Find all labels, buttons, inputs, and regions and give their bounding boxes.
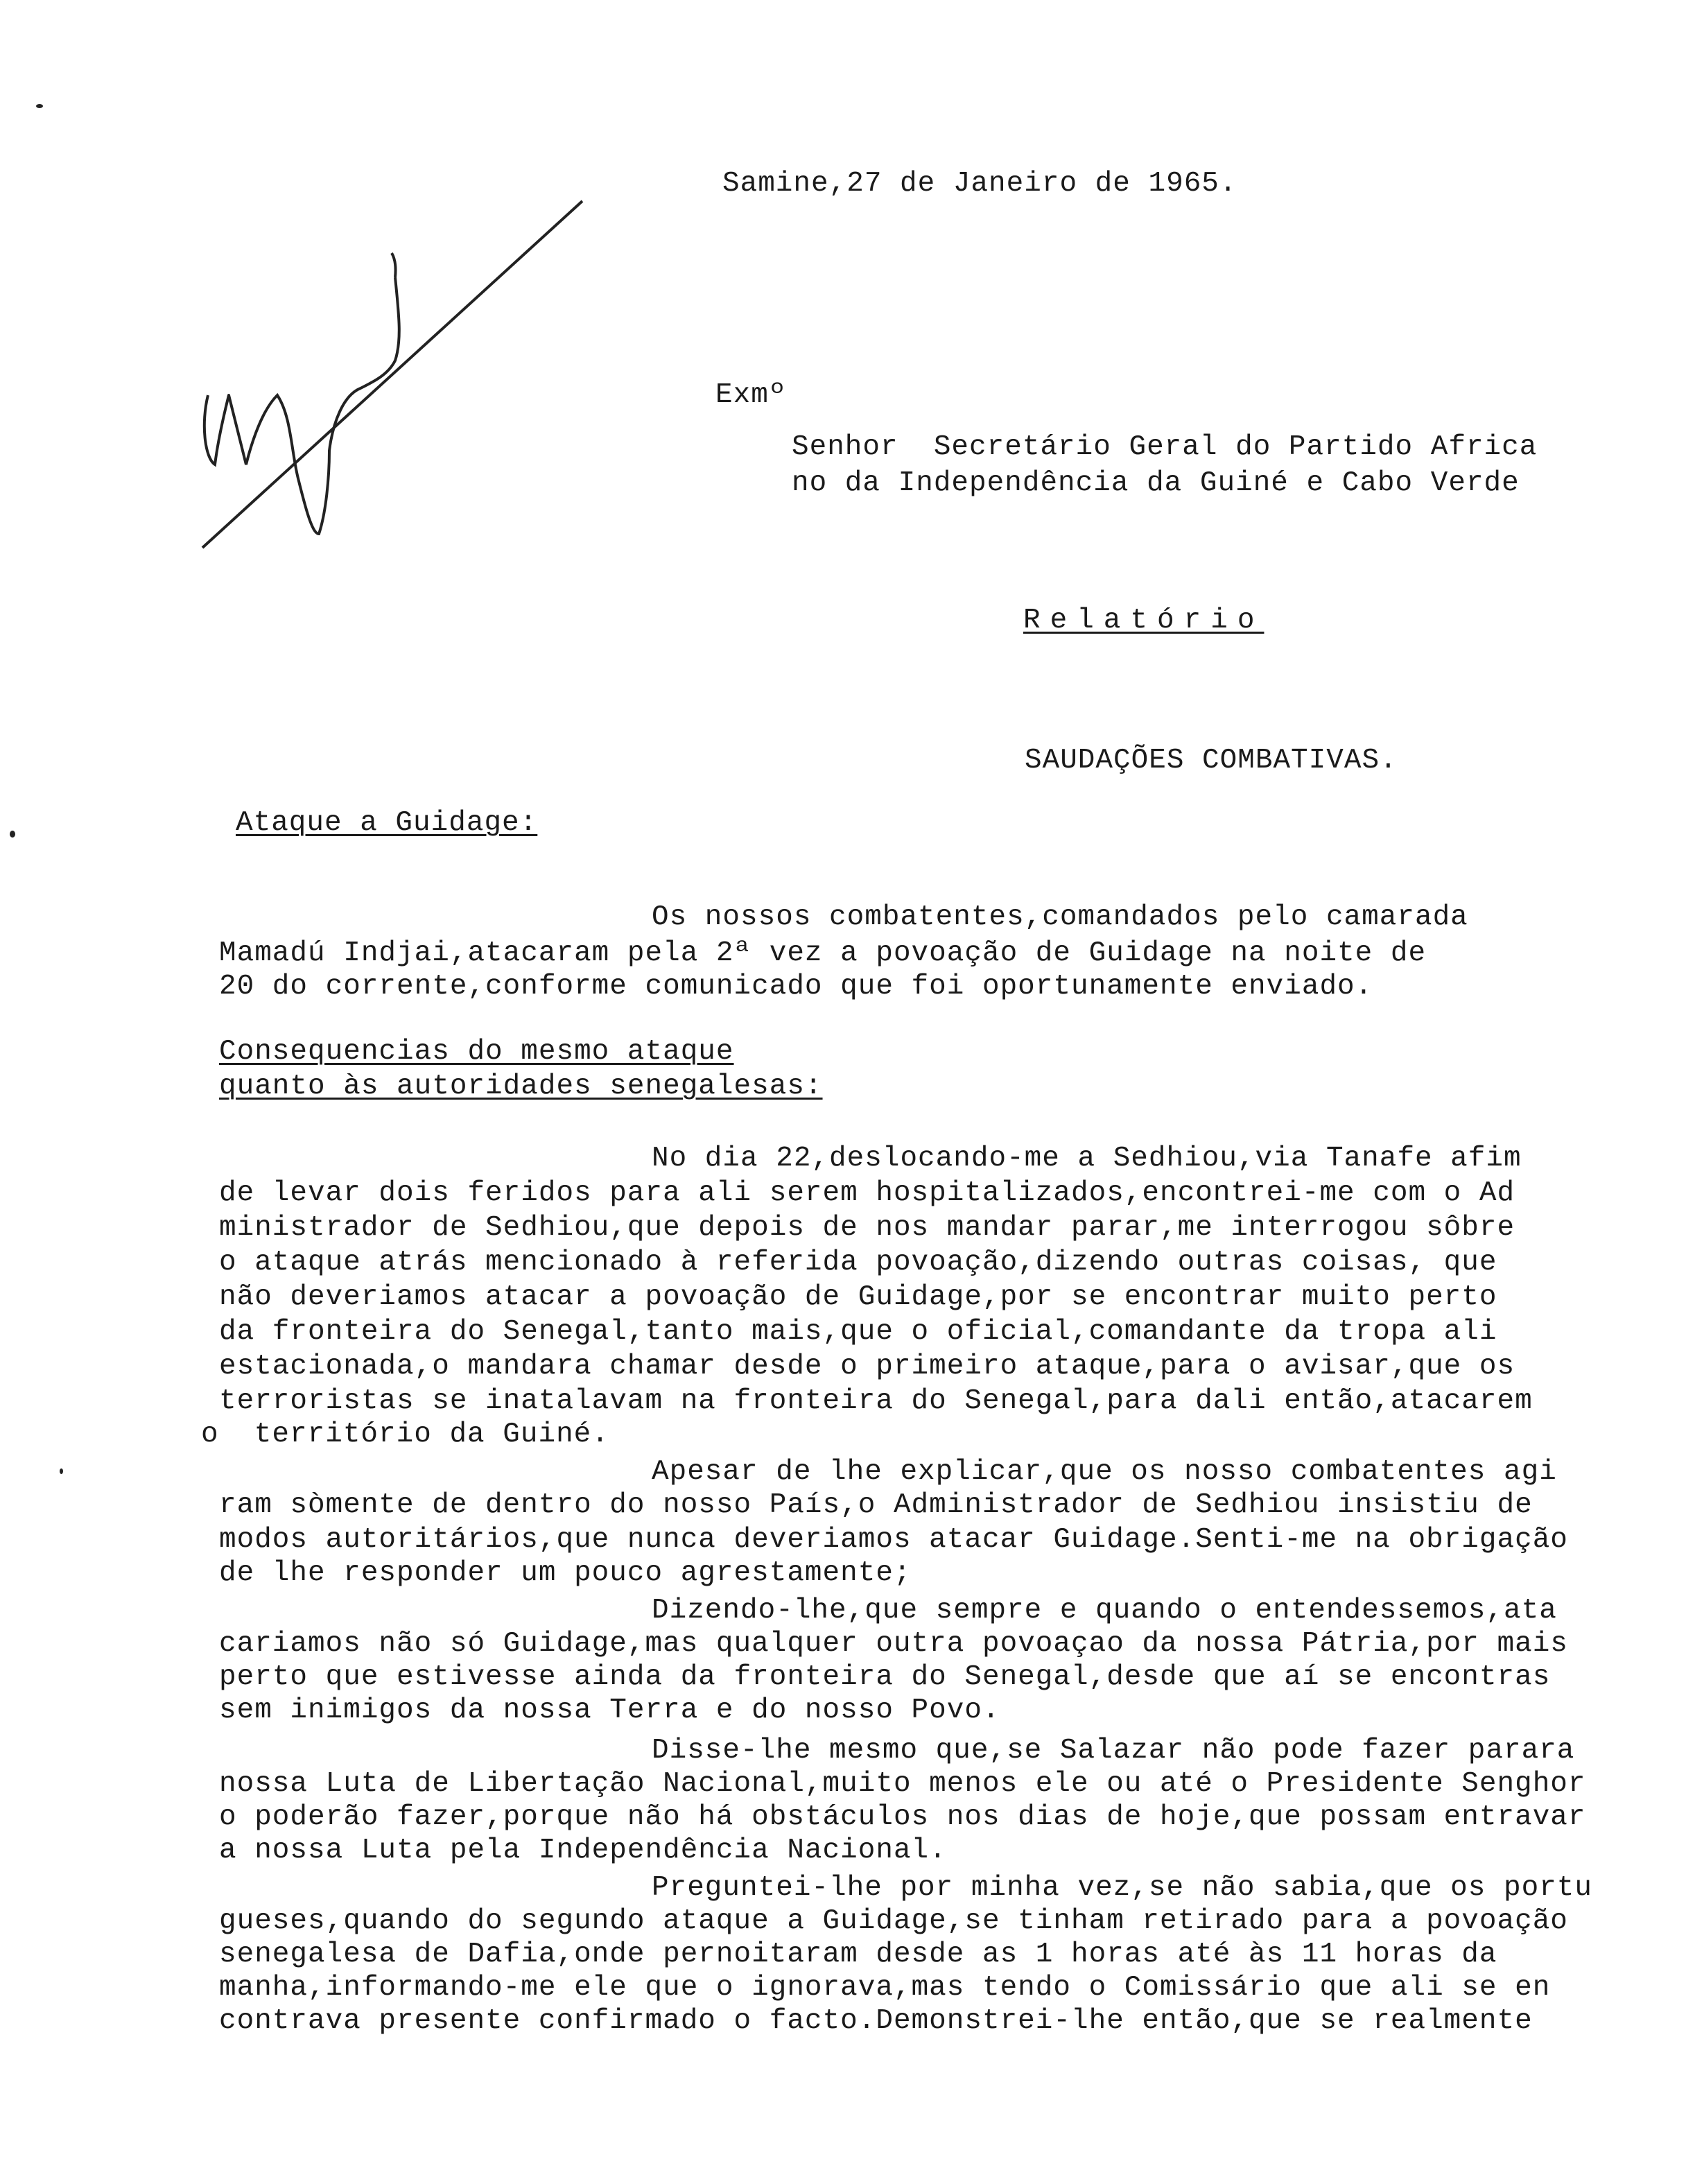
recipient-line: no da Independência da Guiné e Cabo Verde — [792, 467, 1520, 499]
body-line: Preguntei-lhe por minha vez,se não sabia,que os portu — [652, 1872, 1593, 1904]
section-heading-line: quanto às autoridades senegalesas: — [219, 1071, 823, 1102]
scan-speck — [10, 831, 15, 838]
body-line: sem inimigos da nossa Terra e do nosso Povo. — [219, 1695, 1000, 1726]
date-line: Samine,27 de Janeiro de 1965. — [722, 168, 1237, 200]
document-title: Relatório — [1023, 605, 1264, 636]
body-line: Os nossos combatentes,comandados pelo camarada — [652, 901, 1468, 933]
body-line: gueses,quando do segundo ataque a Guidage,se tinham retirado para a povoação — [219, 1905, 1568, 1937]
greeting: SAUDAÇÕES COMBATIVAS. — [1025, 745, 1398, 777]
body-line: Dizendo-lhe,que sempre e quando o entendessemos,ata — [652, 1595, 1557, 1627]
body-line: terroristas se inatalavam na fronteira do Senegal,para dali então,atacarem — [219, 1385, 1533, 1417]
body-line: perto que estivesse ainda da fronteira do Senegal,desde que aí se encontras — [219, 1661, 1551, 1693]
body-line: ram sòmente de dentro do nosso País,o Administrador de Sedhiou insistiu de — [219, 1489, 1533, 1521]
body-line: cariamos não só Guidage,mas qualquer outra povoaçao da nossa Pátria,por mais — [219, 1628, 1568, 1660]
scan-speck — [36, 104, 43, 108]
body-line: Disse-lhe mesmo que,se Salazar não pode fazer parara — [652, 1735, 1575, 1767]
body-line: a nossa Luta pela Independência Nacional. — [219, 1835, 947, 1866]
body-line: senegalesa de Dafia,onde pernoitaram desde as 1 horas até às 11 horas da — [219, 1939, 1497, 1970]
body-line: de lhe responder um pouco agrestamente; — [219, 1557, 912, 1589]
recipient-line: Senhor Secretário Geral do Partido Africa — [792, 431, 1538, 463]
body-line: o ataque atrás mencionado à referida povoação,dizendo outras coisas, que — [219, 1247, 1497, 1279]
section-heading-line: Consequencias do mesmo ataque — [219, 1036, 734, 1068]
body-line: da fronteira do Senegal,tanto mais,que o oficial,comandante da tropa ali — [219, 1316, 1497, 1348]
salutation: Exmº — [715, 379, 787, 411]
body-line: 20 do corrente,conforme comunicado que foi oportunamente enviado. — [219, 971, 1373, 1003]
scan-speck — [60, 1468, 63, 1474]
section-heading: Ataque a Guidage: — [236, 807, 538, 839]
body-line: Mamadú Indjai,atacaram pela 2ª vez a povoação de Guidage na noite de — [219, 937, 1427, 969]
body-line: No dia 22,deslocando-me a Sedhiou,via Tanafe afim — [652, 1143, 1522, 1175]
body-line: modos autoritários,que nunca deveriamos atacar Guidage.Senti-me na obrigação — [219, 1524, 1568, 1556]
body-line: não deveriamos atacar a povoação de Guidage,por se encontrar muito perto — [219, 1281, 1497, 1313]
body-line: ministrador de Sedhiou,que depois de nos mandar parar,me interrogou sôbre — [219, 1212, 1515, 1244]
body-line: o poderão fazer,porque não há obstáculos nos dias de hoje,que possam entravar — [219, 1801, 1586, 1833]
body-line: manha,informando-me ele que o ignorava,mas tendo o Comissário que ali se en — [219, 1972, 1551, 2004]
body-line: nossa Luta de Libertação Nacional,muito menos ele ou até o Presidente Senghor — [219, 1768, 1586, 1800]
handwritten-signature — [187, 187, 603, 575]
body-line: de levar dois feridos para ali serem hospitalizados,encontrei-me com o Ad — [219, 1177, 1515, 1209]
body-line: Apesar de lhe explicar,que os nosso combatentes agi — [652, 1456, 1557, 1488]
body-line: o território da Guiné. — [201, 1419, 609, 1450]
body-line: estacionada,o mandara chamar desde o primeiro ataque,para o avisar,que os — [219, 1351, 1515, 1383]
body-line: contrava presente confirmado o facto.Demonstrei-lhe então,que se realmente — [219, 2005, 1533, 2037]
